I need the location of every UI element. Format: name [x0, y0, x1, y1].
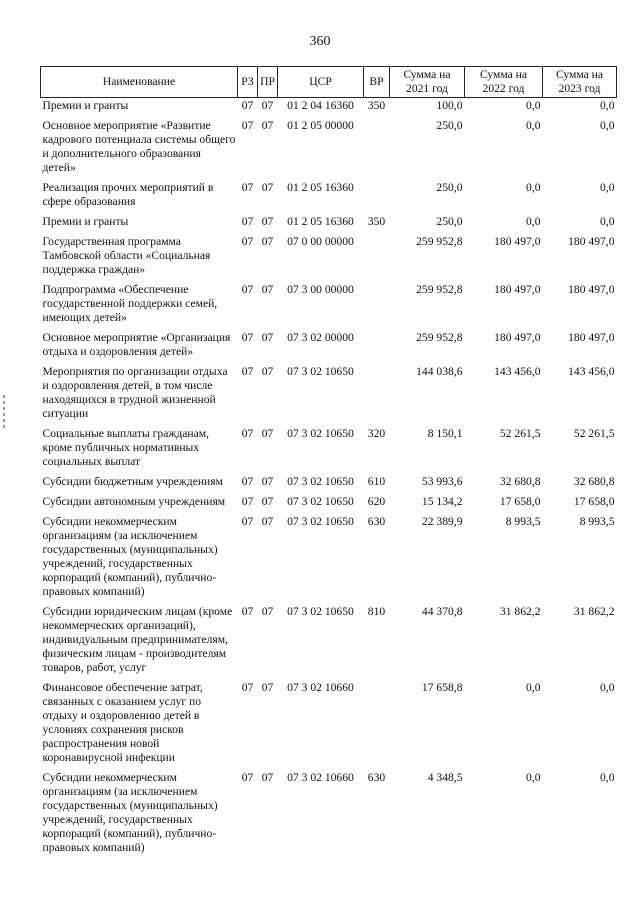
header-rz: РЗ — [238, 67, 258, 98]
row-name: Реализация прочих мероприятий в сфере образования — [42, 181, 214, 208]
row-vr: 630 — [367, 515, 386, 528]
row-csr: 07 3 02 10650 — [287, 495, 354, 508]
row-sum-2022: 0,0 — [526, 119, 541, 132]
row-sum-2022: 143 456,0 — [494, 365, 541, 378]
row-name: Субсидии некоммерческим организациям (за исключением государственных (муниципальных) учреждений, государственных корпораций (компаний), публично-правовых компаний) — [42, 515, 218, 598]
header-sum-2021: Сумма на 2021 год — [390, 67, 465, 98]
row-name: Субсидии некоммерческим организациям (за исключением государственных (муниципальных) учреждений, государственных корпораций (компаний), публично-правовых компаний) — [42, 771, 218, 854]
row-pr: 07 — [261, 181, 274, 194]
row-csr: 07 3 02 10650 — [287, 427, 354, 440]
row-vr — [364, 330, 390, 364]
row-vr: 350 — [367, 99, 386, 112]
row-sum-2022: 180 497,0 — [494, 283, 541, 296]
row-sum-2022: 0,0 — [526, 181, 541, 194]
row-csr: 07 3 02 10650 — [287, 515, 354, 528]
budget-table — [40, 66, 617, 860]
row-vr: 320 — [367, 427, 386, 440]
row-vr — [364, 180, 390, 214]
row-pr: 07 — [261, 681, 274, 694]
table-row — [41, 234, 617, 282]
header-sum-2022: Сумма на 2022 год — [465, 67, 543, 98]
row-sum-2023: 180 497,0 — [568, 331, 615, 344]
table-header-row — [41, 67, 617, 98]
row-pr: 07 — [261, 427, 274, 440]
row-name: Субсидии автономным учреждениям — [42, 495, 226, 508]
row-sum-2022: 52 261,5 — [499, 427, 541, 440]
row-vr: 620 — [367, 495, 386, 508]
row-name: Премии и гранты — [42, 215, 129, 228]
row-vr: 630 — [367, 771, 386, 784]
row-pr: 07 — [261, 283, 274, 296]
row-vr: 810 — [367, 605, 386, 618]
row-sum-2023: 31 862,2 — [573, 605, 615, 618]
row-rz: 07 — [241, 475, 254, 488]
table-row — [41, 474, 617, 494]
row-sum-2022: 8 993,5 — [505, 515, 541, 528]
table-row — [41, 364, 617, 426]
row-vr — [364, 118, 390, 180]
scan-margin-marks — [3, 395, 5, 435]
row-sum-2023: 0,0 — [600, 99, 615, 112]
row-sum-2023: 17 658,0 — [573, 495, 615, 508]
row-csr: 07 3 02 00000 — [287, 331, 354, 344]
row-vr — [364, 680, 390, 770]
row-sum-2021: 259 952,8 — [416, 283, 463, 296]
row-csr: 01 2 04 16360 — [287, 99, 354, 112]
row-name: Субсидии юридическим лицам (кроме некоммерческих организаций), индивидуальным предпринимателям, физическим лицам - производителям товаров, работ, услуг — [42, 605, 233, 674]
row-rz: 07 — [241, 235, 254, 248]
row-sum-2021: 15 134,2 — [421, 495, 463, 508]
row-rz: 07 — [241, 365, 254, 378]
row-pr: 07 — [261, 99, 274, 112]
header-name: Наименование — [41, 67, 238, 98]
row-csr: 07 3 00 00000 — [287, 283, 354, 296]
row-pr: 07 — [261, 331, 274, 344]
header-pr: ПР — [258, 67, 278, 98]
row-csr: 07 3 02 10660 — [287, 681, 354, 694]
row-name: Премии и гранты — [42, 99, 129, 112]
header-sum-2023: Сумма на 2023 год — [543, 67, 617, 98]
row-pr: 07 — [261, 215, 274, 228]
row-sum-2023: 32 680,8 — [573, 475, 615, 488]
row-csr: 07 3 02 10650 — [287, 605, 354, 618]
row-rz: 07 — [241, 681, 254, 694]
row-sum-2023: 0,0 — [600, 681, 615, 694]
row-sum-2023: 0,0 — [600, 181, 615, 194]
row-sum-2022: 0,0 — [526, 215, 541, 228]
table-row — [41, 180, 617, 214]
row-rz: 07 — [241, 99, 254, 112]
row-pr: 07 — [261, 475, 274, 488]
row-rz: 07 — [241, 283, 254, 296]
page-number: 360 — [309, 34, 331, 49]
row-rz: 07 — [241, 331, 254, 344]
table-row — [41, 214, 617, 234]
row-vr — [364, 282, 390, 330]
row-sum-2022: 17 658,0 — [499, 495, 541, 508]
row-sum-2022: 0,0 — [526, 681, 541, 694]
row-sum-2023: 8 993,5 — [579, 515, 615, 528]
row-rz: 07 — [241, 495, 254, 508]
row-vr — [364, 234, 390, 282]
row-sum-2023: 52 261,5 — [573, 427, 615, 440]
row-csr: 07 0 00 00000 — [287, 235, 354, 248]
row-sum-2021: 4 348,5 — [427, 771, 463, 784]
row-pr: 07 — [261, 771, 274, 784]
row-sum-2021: 259 952,8 — [416, 331, 463, 344]
row-csr: 07 3 02 10660 — [287, 771, 354, 784]
row-rz: 07 — [241, 515, 254, 528]
row-pr: 07 — [261, 119, 274, 132]
row-sum-2021: 100,0 — [436, 99, 463, 112]
table-row — [41, 770, 617, 860]
row-csr: 07 3 02 10650 — [287, 365, 354, 378]
row-rz: 07 — [241, 181, 254, 194]
row-pr: 07 — [261, 365, 274, 378]
row-sum-2021: 250,0 — [436, 119, 463, 132]
row-sum-2021: 250,0 — [436, 181, 463, 194]
row-sum-2023: 180 497,0 — [568, 283, 615, 296]
row-sum-2022: 0,0 — [526, 99, 541, 112]
row-sum-2023: 143 456,0 — [568, 365, 615, 378]
row-csr: 07 3 02 10650 — [287, 475, 354, 488]
row-sum-2021: 250,0 — [436, 215, 463, 228]
table-row — [41, 282, 617, 330]
row-sum-2023: 0,0 — [600, 119, 615, 132]
header-csr: ЦСР — [278, 67, 364, 98]
row-sum-2021: 53 993,6 — [421, 475, 463, 488]
row-name: Финансовое обеспечение затрат, связанных с оказанием услуг по отдыху и оздоровлению детей в условиях сохранения рисков распространения новой коронавирусной инфекции — [42, 681, 203, 764]
row-vr: 350 — [367, 215, 386, 228]
row-rz: 07 — [241, 215, 254, 228]
row-rz: 07 — [241, 427, 254, 440]
row-sum-2023: 180 497,0 — [568, 235, 615, 248]
row-csr: 01 2 05 16360 — [287, 215, 354, 228]
row-pr: 07 — [261, 605, 274, 618]
row-sum-2021: 144 038,6 — [416, 365, 463, 378]
row-sum-2021: 44 370,8 — [421, 605, 463, 618]
header-vr: ВР — [364, 67, 390, 98]
table-row — [41, 494, 617, 514]
row-sum-2021: 22 389,9 — [421, 515, 463, 528]
table-row — [41, 680, 617, 770]
row-sum-2021: 17 658,8 — [421, 681, 463, 694]
table-row — [41, 330, 617, 364]
row-sum-2023: 0,0 — [600, 215, 615, 228]
table-row — [41, 426, 617, 474]
table-row — [41, 118, 617, 180]
row-pr: 07 — [261, 495, 274, 508]
row-name: Подпрограмма «Обеспечение государственной поддержки семей, имеющих детей» — [42, 283, 218, 324]
table-row — [41, 98, 617, 119]
row-sum-2021: 8 150,1 — [427, 427, 463, 440]
row-vr: 610 — [367, 475, 386, 488]
table-row — [41, 604, 617, 680]
row-sum-2022: 180 497,0 — [494, 331, 541, 344]
row-name: Основное мероприятие «Развитие кадрового потенциала системы общего и дополнительного образования детей» — [42, 119, 236, 174]
row-csr: 01 2 05 16360 — [287, 181, 354, 194]
row-csr: 01 2 05 00000 — [287, 119, 354, 132]
row-rz: 07 — [241, 119, 254, 132]
row-sum-2023: 0,0 — [600, 771, 615, 784]
row-name: Субсидии бюджетным учреждениям — [42, 475, 223, 488]
row-name: Мероприятия по организации отдыха и оздоровления детей, в том числе находящихся в трудной жизненной ситуации — [42, 365, 228, 420]
row-rz: 07 — [241, 605, 254, 618]
row-sum-2022: 180 497,0 — [494, 235, 541, 248]
row-sum-2022: 32 680,8 — [499, 475, 541, 488]
row-sum-2022: 31 862,2 — [499, 605, 541, 618]
row-name: Государственная программа Тамбовской области «Социальная поддержка граждан» — [42, 235, 211, 276]
row-pr: 07 — [261, 515, 274, 528]
row-sum-2021: 259 952,8 — [416, 235, 463, 248]
table-row — [41, 514, 617, 604]
row-name: Основное мероприятие «Организация отдыха и оздоровления детей» — [42, 331, 231, 358]
row-pr: 07 — [261, 235, 274, 248]
row-name: Социальные выплаты гражданам, кроме публичных нормативных социальных выплат — [42, 427, 209, 468]
row-rz: 07 — [241, 771, 254, 784]
row-sum-2022: 0,0 — [526, 771, 541, 784]
row-vr — [364, 364, 390, 426]
